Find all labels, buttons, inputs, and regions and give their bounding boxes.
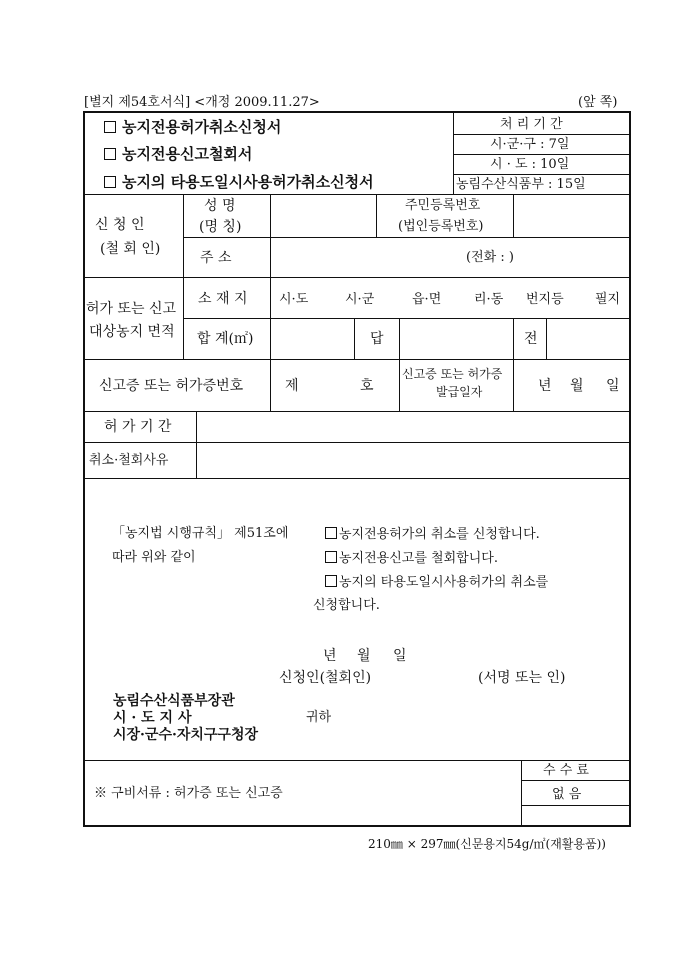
statement-option-2[interactable]: 농지전용신고를 철회합니다. — [325, 551, 498, 565]
location-sigun: 시·군 — [345, 292, 375, 307]
cert-date-label: 신고증 또는 허가증 — [402, 367, 503, 381]
reason-label: 취소·철회사유 — [89, 453, 169, 468]
cert-number-je: 제 — [285, 378, 299, 394]
statement-line-2: 따라 위와 같이 — [112, 550, 196, 565]
location-eupmyeon: 읍·면 — [412, 292, 442, 307]
recipient-governor: 시 · 도 지 사 — [113, 710, 192, 726]
title-1: 농지전용허가취소신청서 — [122, 118, 282, 136]
cert-date-day: 일 — [606, 378, 620, 394]
location-pilji: 필지 — [595, 292, 621, 307]
checkbox-icon[interactable] — [104, 176, 116, 188]
fee-value: 없 음 — [552, 787, 582, 802]
recipient-mayor: 시장·군수·자치구구청장 — [113, 727, 258, 743]
reason-field[interactable] — [197, 443, 629, 477]
name-sub-label: (명 칭) — [199, 219, 242, 235]
location-bunji: 번지등 — [526, 292, 564, 307]
title-2: 농지전용신고철회서 — [122, 145, 253, 163]
checkbox-icon[interactable] — [104, 121, 116, 133]
signature-label: (서명 또는 인) — [478, 670, 566, 686]
statement-option-3[interactable]: 농지의 타용도일시사용허가의 취소를 — [325, 575, 548, 589]
signer-label: 신청인(철회인) — [279, 670, 372, 686]
recipient-minister: 농림수산식품부장관 — [113, 693, 235, 709]
statement-line-1: 「농지법 시행규칙」 제51조에 — [112, 526, 289, 541]
address-label: 주 소 — [200, 250, 232, 266]
paddy-area-field[interactable] — [400, 319, 512, 358]
fee-label: 수 수 료 — [543, 763, 589, 778]
page-side: (앞 쪽) — [578, 95, 618, 110]
phone-label: (전화 : ) — [466, 250, 514, 265]
cert-number-ho: 호 — [360, 378, 374, 394]
paddy-label: 답 — [370, 331, 384, 347]
land-sub-label: 대상농지 면적 — [89, 324, 175, 340]
statement-option-1[interactable]: 농지전용허가의 취소를 신청합니다. — [325, 527, 540, 541]
id-field[interactable] — [514, 195, 629, 236]
title-option-2[interactable] — [104, 147, 252, 162]
address-field[interactable] — [271, 238, 629, 276]
statement-date-month: 월 — [357, 648, 371, 664]
title-option-1[interactable] — [104, 120, 281, 135]
checkbox-icon[interactable] — [325, 575, 337, 587]
processing-row-2: 시 · 도 : 10일 — [490, 157, 570, 172]
title-3: 농지의 타용도일시사용허가취소신청서 — [122, 173, 374, 191]
location-label: 소 재 지 — [198, 291, 248, 307]
cert-date-sub-label: 발급일자 — [436, 385, 483, 399]
statement-date-year: 년 — [323, 648, 337, 664]
total-area-field[interactable] — [271, 319, 353, 358]
recipient-honorific: 귀하 — [306, 710, 332, 725]
period-field[interactable] — [197, 412, 629, 441]
field-label: 전 — [524, 331, 538, 347]
processing-label: 처 리 기 간 — [500, 117, 563, 132]
paper-spec: 210㎜ × 297㎜(신문용지54g/㎡(재활용품)) — [368, 837, 606, 851]
statement-date-day: 일 — [393, 648, 407, 664]
applicant-label: 신 청 인 — [95, 217, 145, 233]
checkbox-icon[interactable] — [325, 551, 337, 563]
cert-date-month: 월 — [570, 378, 584, 394]
name-field[interactable] — [271, 195, 375, 236]
land-label: 허가 또는 신고 — [86, 301, 177, 317]
processing-row-1: 시·군·구 : 7일 — [490, 137, 570, 152]
period-label: 허 가 기 간 — [104, 419, 172, 435]
required-documents: ※ 구비서류 : 허가증 또는 신고증 — [94, 786, 283, 801]
name-label: 성 명 — [204, 198, 236, 214]
field-area-field[interactable] — [547, 319, 629, 358]
processing-row-3: 농림수산식품부 : 15일 — [456, 177, 586, 192]
location-ridong: 리·동 — [474, 292, 504, 307]
id-label: 주민등록번호 — [405, 198, 481, 213]
checkbox-icon[interactable] — [325, 527, 337, 539]
id-sub-label: (법인등록번호) — [398, 219, 484, 234]
form-number: [별지 제54호서식] <개정 2009.11.27> — [84, 95, 320, 110]
statement-closing: 신청합니다. — [313, 598, 380, 613]
cert-date-year: 년 — [538, 378, 552, 394]
total-area-label: 합 계(㎡) — [197, 331, 254, 347]
cert-number-label: 신고증 또는 허가증번호 — [99, 378, 244, 394]
title-option-3[interactable] — [104, 175, 374, 190]
applicant-sub-label: (철 회 인) — [100, 241, 161, 257]
checkbox-icon[interactable] — [104, 148, 116, 160]
location-sido: 시·도 — [279, 292, 309, 307]
